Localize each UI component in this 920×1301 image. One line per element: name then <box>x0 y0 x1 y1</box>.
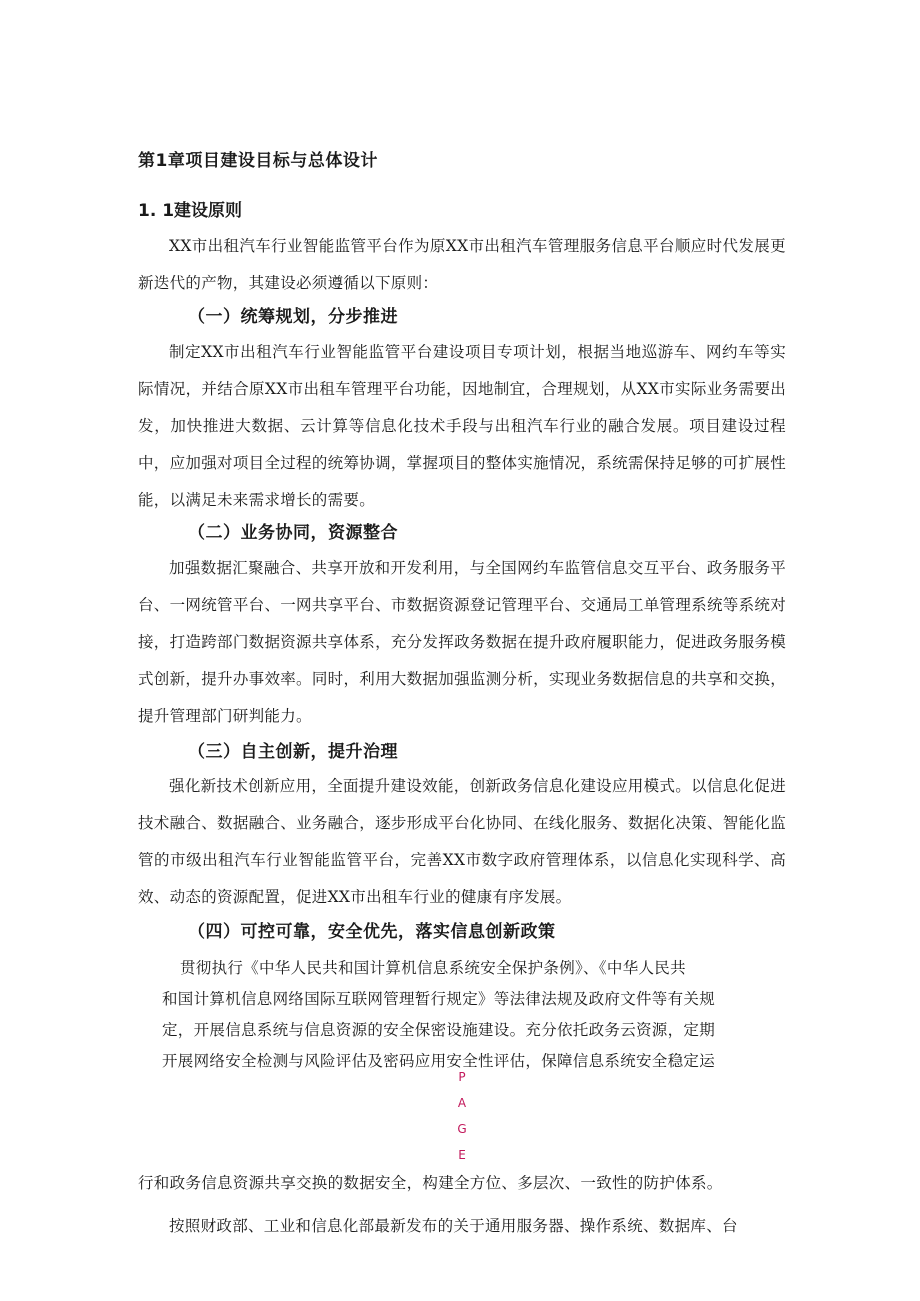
principle-3-heading: （三）自主创新，提升治理 <box>188 742 398 762</box>
chapter-title: 第1章项目建设目标与总体设计 <box>138 151 378 171</box>
principle-2-heading: （二）业务协同，资源整合 <box>188 523 398 543</box>
page-marker-letter: A <box>457 1096 467 1110</box>
principle-4-line: 和国计算机信息网络国际互联网管理暂行规定》等法律法规及政府文件等有关规 <box>162 990 716 1008</box>
principle-4-line: 开展网络安全检测与风险评估及密码应用安全性评估，保障信息系统安全稳定运 <box>162 1052 716 1070</box>
principle-4-heading: （四）可控可靠，安全优先，落实信息创新政策 <box>188 922 556 942</box>
principle-4-line: 贯彻执行《中华人民共和国计算机信息系统安全保护条例》、《中华人民共 <box>180 959 686 977</box>
principle-1-heading: （一）统筹规划，分步推进 <box>188 307 398 327</box>
page-field-marker <box>452 1064 472 1168</box>
principle-4-body <box>162 953 766 1077</box>
principle-4-line: 定，开展信息系统与信息资源的安全保密设施建设。充分依托政务云资源，定期 <box>162 1021 716 1039</box>
intro-paragraph: XX市出租汽车行业智能监管平台作为原XX市出租汽车管理服务信息平台顺应时代发展更新迭代的产物，其建设必须遵循以下原则： <box>138 237 786 292</box>
page-marker-letter: G <box>457 1122 467 1136</box>
last-paragraph: 按照财政部、工业和信息化部最新发布的关于通用服务器、操作系统、数据库、台 <box>169 1217 738 1235</box>
page-marker-letter: E <box>458 1148 466 1162</box>
principle-1-body: 制定XX市出租汽车行业智能监管平台建设项目专项计划，根据当地巡游车、网约车等实际情况，并结合原XX市出租车管理平台功能，因地制宜，合理规划，从XX市实际业务需要出发，加快推进大数据、云计算等信息化技术手段与出租汽车行业的融合发展。项目建设过程中，应加强对项目全过程的统筹协调，掌握项目的整体实施情况，系统需保持足够的可扩展性能，以满足未来需求增长的需要。 <box>138 343 786 509</box>
principle-2-body: 加强数据汇聚融合、共享开放和开发利用，与全国网约车监管信息交互平台、政务服务平台、一网统管平台、一网共享平台、市数据资源登记管理平台、交通局工单管理系统等系统对接，打造跨部门数据资源共享体系，充分发挥政务数据在提升政府履职能力，促进政务服务模式创新，提升办事效率。同时，利用大数据加强监测分析，实现业务数据信息的共享和交换，提升管理部门研判能力。 <box>138 559 786 725</box>
principle-3-body: 强化新技术创新应用，全面提升建设效能，创新政务信息化建设应用模式。以信息化促进技术融合、数据融合、业务融合，逐步形成平台化协同、在线化服务、数据化决策、智能化监管的市级出租汽车行业智能监管平台，完善XX市数字政府管理体系，以信息化实现科学、高效、动态的资源配置，促进XX市出租车行业的健康有序发展。 <box>138 777 786 906</box>
page-marker-letter: P <box>458 1070 466 1084</box>
continuation-paragraph: 行和政务信息资源共享交换的数据安全，构建全方位、多层次、一致性的防护体系。 <box>138 1174 723 1192</box>
section-title: 1. 1建设原则 <box>138 201 243 221</box>
